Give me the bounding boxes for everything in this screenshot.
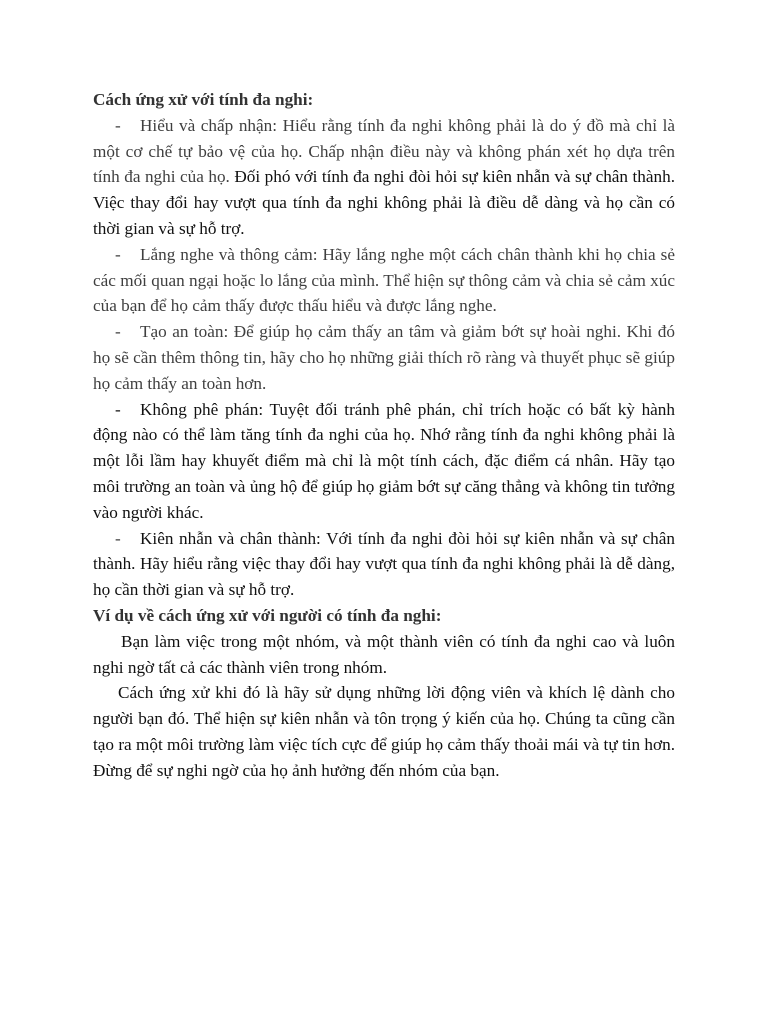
list-item-text: Tạo an toàn: Để giúp họ cảm thấy an tâm và giảm bớt sự hoài nghi. Khi đó họ sẽ cần thêm thông tin, hãy cho họ những giải thích rõ ràng và thuyết phục sẽ giúp họ cảm thấy an toàn hơn. — [93, 322, 675, 393]
bullet-dash: - — [115, 322, 121, 342]
bullet-dash: - — [115, 244, 121, 264]
bullet-dash: - — [115, 399, 121, 419]
section-heading-coping: Cách ứng xử với tính đa nghi: — [93, 90, 314, 109]
bullet-dash: - — [115, 528, 121, 548]
list-item-text: Lắng nghe và thông cảm: Hãy lắng nghe một cách chân thành khi họ chia sẻ các mối quan ngại hoặc lo lắng của mình. Thể hiện sự thông cảm và chia sẻ cảm xúc của bạn để họ cảm thấy được thấu hiểu và được lắng nghe. — [93, 244, 675, 316]
list-item — [93, 526, 675, 603]
list-item-text-continued: Không phê phán: Tuyệt đối tránh phê phán, chỉ trích hoặc có bất kỳ hành động nào có thể làm tăng tính đa nghi của họ. Nhớ rằng tính đa nghi không phải là một lỗi lầm hay khuyết điểm mà chỉ là một tính cách, đặc điểm cá nhân. Hãy tạo môi trường an toàn và ủng hộ để giúp họ giảm bớt sự căng thẳng và không tin tưởng vào người khác. — [93, 399, 675, 522]
section-heading-example: Ví dụ về cách ứng xử với người có tính đa nghi: — [93, 605, 442, 625]
list-item-text-continued: Đối phó với tính đa nghi đòi hỏi sự kiên nhẫn và sự chân thành. Việc thay đổi hay vượt qua tính đa nghi không phải là điều dễ dàng và họ cần có thời gian và sự hỗ trợ. — [93, 167, 675, 238]
list-item — [93, 113, 675, 242]
bullet-dash: - — [115, 115, 121, 135]
example-paragraph: Bạn làm việc trong một nhóm, và một thành viên có tính đa nghi cao và luôn nghi ngờ tất cả các thành viên trong nhóm. — [93, 631, 675, 677]
list-item — [93, 319, 675, 396]
document-page — [93, 87, 675, 784]
list-item — [93, 242, 675, 319]
example-paragraph: Cách ứng xử khi đó là hãy sử dụng những lời động viên và khích lệ dành cho người bạn đó. Thể hiện sự kiên nhẫn và tôn trọng ý kiến của họ. Chúng ta cũng cần tạo ra một môi trường làm việc tích cực để giúp họ cảm thấy thoải mái và tự tin hơn. Đừng để sự nghi ngờ của họ ảnh hưởng đến nhóm của bạn. — [93, 683, 675, 780]
list-item-text-continued: Kiên nhẫn và chân thành: Với tính đa nghi đòi hỏi sự kiên nhẫn và sự chân thành. Hãy hiểu rằng việc thay đổi hay vượt qua tính đa nghi không phải là dễ dàng, họ cần thời gian và sự hỗ trợ. — [93, 528, 675, 600]
list-item — [93, 397, 675, 526]
list-item-text: Hiểu và chấp nhận: Hiểu rằng tính đa nghi không phải là do ý đồ mà chỉ là một cơ chế tự bảo vệ của họ. Chấp nhận điều này và không phán xét họ dựa trên tính đa nghi của họ. — [93, 115, 675, 187]
